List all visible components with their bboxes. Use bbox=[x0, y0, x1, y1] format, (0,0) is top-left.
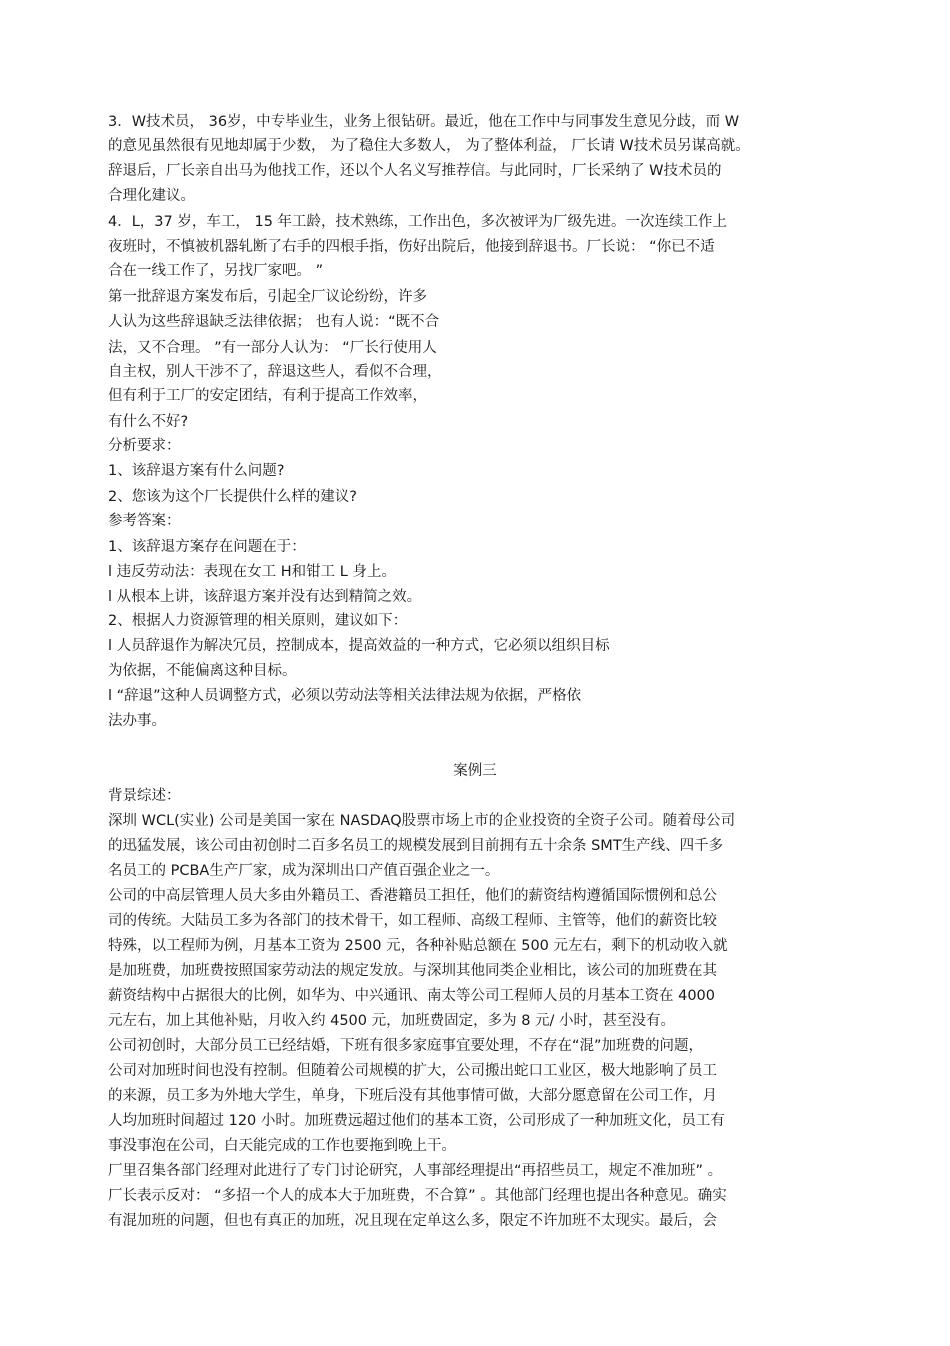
text-line: 3．W技术员， 36岁，中专毕业生，业务上很钻研。最近，他在工作中与同事发生意见分歧，而 W bbox=[108, 114, 740, 130]
text-line: 公司的中高层管理人员大多由外籍员工、香港籍员工担任，他们的薪资结构遵循国际惯例和总公 bbox=[108, 888, 717, 904]
text-line: 特殊，以工程师为例，月基本工资为 2500 元，各种补贴总额在 500 元左右，剩下的机动收入就 bbox=[108, 938, 728, 954]
text-line: 参考答案： bbox=[108, 513, 181, 529]
text-line: 夜班时，不慎被机器轧断了右手的四根手指，伤好出院后，他接到辞退书。厂长说： “你已不适 bbox=[108, 239, 715, 255]
text-line: 法办事。 bbox=[108, 713, 166, 729]
text-line: 为依据，不能偏离这种目标。 bbox=[108, 663, 297, 679]
text-line: l 人员辞退作为解决冗员，控制成本，提高效益的一种方式，它必须以组织目标 bbox=[108, 638, 610, 654]
text-line: 的意见虽然很有见地却属于少数， 为了稳住大多数人， 为了整体利益， 厂长请 W技术员另谋高就。 bbox=[108, 138, 750, 154]
text-line: 2、根据人力资源管理的相关原则，建议如下： bbox=[108, 613, 408, 629]
text-line: 人认为这些辞退缺乏法律依据； 也有人说：“既不合 bbox=[108, 314, 440, 330]
text-line: 辞退后，厂长亲自出马为他找工作，还以个人名义写推荐信。与此同时，厂长采纳了 W技术员的 bbox=[108, 163, 722, 179]
text-line: 的来源，员工多为外地大学生，单身，下班后没有其他事情可做，大部分愿意留在公司工作，月 bbox=[108, 1088, 717, 1104]
section-title: 案例三 bbox=[453, 763, 497, 779]
text-line: 合在一线工作了，另找厂家吧。 ” bbox=[108, 263, 324, 279]
text-line: 1、该辞退方案存在问题在于： bbox=[108, 539, 306, 555]
text-line: 自主权，别人干涉不了，辞退这些人，看似不合理， bbox=[108, 364, 442, 380]
text-line: 薪资结构中占据很大的比例，如华为、中兴通讯、南太等公司工程师人员的月基本工资在 4000 bbox=[108, 988, 716, 1004]
text-line: 4．L，37 岁，车工， 15 年工龄，技术熟练，工作出色，多次被评为厂级先进。一次连续工作上 bbox=[108, 214, 728, 230]
text-line: 有什么不好? bbox=[108, 414, 189, 430]
text-line: 人均加班时间超过 120 小时。加班费远超过他们的基本工资，公司形成了一种加班文化，员工有 bbox=[108, 1113, 725, 1129]
text-line: 公司初创时，大部分员工已经结婚，下班有很多家庭事宜要处理，不存在“混”加班费的问题， bbox=[108, 1038, 704, 1054]
text-line: 分析要求： bbox=[108, 438, 181, 454]
text-line: 法，又不合理。 ”有一部分人认为： “厂长行使用人 bbox=[108, 340, 437, 356]
text-line: 元左右，加上其他补贴，月收入约 4500 元，加班费固定，多为 8 元/ 小时，甚至没有。 bbox=[108, 1013, 676, 1029]
text-line: 但有利于工厂的安定团结，有利于提高工作效率， bbox=[108, 388, 427, 404]
text-line: l 违反劳动法：表现在女工 H和钳工 L 身上。 bbox=[108, 564, 396, 580]
text-line: 司的传统。大陆员工多为各部门的技术骨干，如工程师、高级工程师、主管等，他们的薪资比较 bbox=[108, 913, 717, 929]
text-line: 合理化建议。 bbox=[108, 188, 195, 204]
text-line: 厂长表示反对： “多招一个人的成本大于加班费，不合算” 。其他部门经理也提出各种意见。确实 bbox=[108, 1188, 727, 1204]
text-line: 事没事泡在公司，白天能完成的工作也要拖到晚上干。 bbox=[108, 1138, 456, 1154]
text-line: 2、您该为这个厂长提供什么样的建议? bbox=[108, 489, 357, 505]
text-line: l “辞退”这种人员调整方式，必须以劳动法等相关法律法规为依据，严格依 bbox=[108, 688, 582, 704]
text-line: 公司对加班时间也没有控制。但随着公司规模的扩大，公司搬出蛇口工业区，极大地影响了员工 bbox=[108, 1063, 717, 1079]
text-line: 有混加班的问题，但也有真正的加班，况且现在定单这么多，限定不许加班不太现实。最后，会 bbox=[108, 1213, 717, 1229]
text-line: 第一批辞退方案发布后，引起全厂议论纷纷，许多 bbox=[108, 289, 427, 305]
text-line: 的迅猛发展，该公司由初创时二百多名员工的规模发展到目前拥有五十余条 SMT生产线、四千多 bbox=[108, 838, 724, 854]
text-line: 背景综述： bbox=[108, 788, 181, 804]
text-line: 是加班费，加班费按照国家劳动法的规定发放。与深圳其他同类企业相比，该公司的加班费在其 bbox=[108, 963, 717, 979]
text-line: 1、该辞退方案有什么问题? bbox=[108, 463, 285, 479]
text-line: 名员工的 PCBA生产厂家，成为深圳出口产值百强企业之一。 bbox=[108, 863, 500, 879]
text-line: 深圳 WCL(实业) 公司是美国一家在 NASDAQ股票市场上市的企业投资的全资子公司。随着母公司 bbox=[108, 813, 736, 829]
text-line: 厂里召集各部门经理对此进行了专门讨论研究，人事部经理提出“再招些员工，规定不准加班” 。 bbox=[108, 1163, 723, 1179]
text-line: l 从根本上讲，该辞退方案并没有达到精简之效。 bbox=[108, 589, 422, 605]
